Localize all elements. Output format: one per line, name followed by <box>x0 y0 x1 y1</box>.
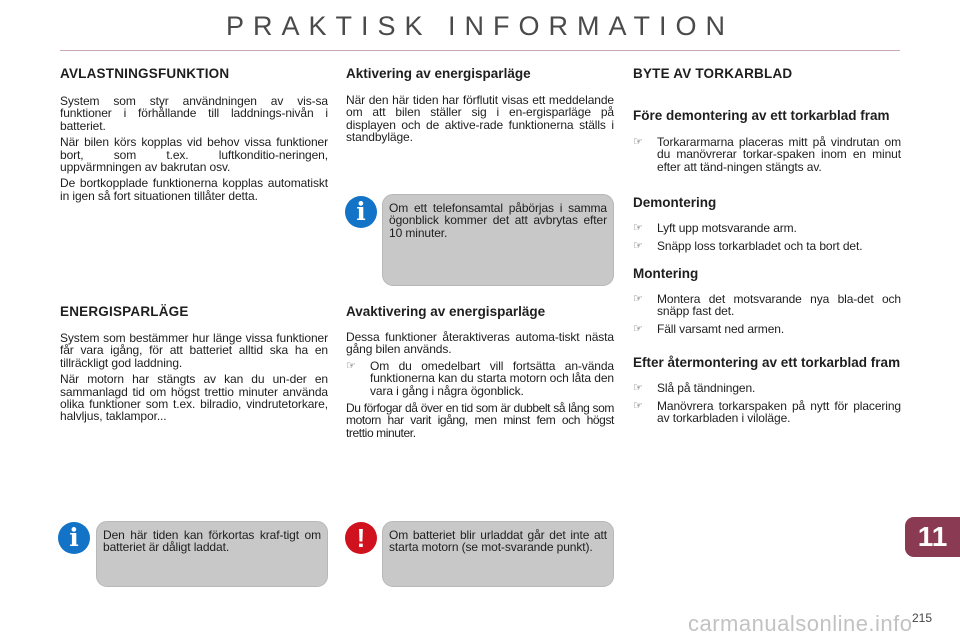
column-activation <box>346 66 614 148</box>
section-heading-avaktivering: Avaktivering av energisparläge <box>346 304 546 319</box>
list-item-text: Torkararmarna placeras mitt på vindrutan om du manövrerar torkar-spaken inom en minut efter att tänd-ningen stängts av. <box>657 135 901 174</box>
pointing-hand-icon: ☞ <box>633 382 643 395</box>
note-text: Om ett telefonsamtal påbörjas i samma ögonblick kommer det att avbrytas efter 10 minuter. <box>389 201 607 240</box>
pointing-hand-icon: ☞ <box>633 136 643 148</box>
warning-note-battery-discharged <box>382 521 614 587</box>
bullet-list <box>633 136 901 173</box>
column-deactivation <box>346 304 614 443</box>
list-item-text: Fäll varsamt ned armen. <box>657 321 785 336</box>
column-wiper-blades <box>633 66 901 429</box>
subheading-after-refitting: Efter återmontering av ett torkarblad fram <box>633 355 901 371</box>
bullet-list <box>346 360 614 397</box>
section-heading-avlastning: AVLASTNINGSFUNKTION <box>60 66 230 81</box>
info-icon: i <box>345 196 377 228</box>
list-item <box>633 382 901 394</box>
subheading-removal: Demontering <box>633 195 717 211</box>
paragraph: När den här tiden har förflutit visas ett meddelande om att bilen ställer sig i en-ergisparläge på displayen och de aktive-rade funktionerna ställs i standbyläge. <box>346 93 614 145</box>
list-item <box>633 323 901 335</box>
paragraph: När motorn har stängts av kan du un-der en sammanlagd tid om högst trettio minuter använda olika funktioner som t.ex. bilradio, vindrutetorkare, halvljus, taklampor... <box>60 372 328 424</box>
list-item <box>633 293 901 318</box>
page-number: 215 <box>912 611 933 625</box>
subheading-mounting: Montering <box>633 266 699 282</box>
pointing-hand-icon: ☞ <box>633 222 643 235</box>
bullet-list <box>633 293 901 335</box>
list-item <box>633 240 901 252</box>
list-item-text: Snäpp loss torkarbladet och ta bort det. <box>657 238 863 253</box>
bullet-list <box>633 382 901 424</box>
subheading-before-removal: Före demontering av ett torkarblad fram <box>633 108 890 123</box>
info-note-battery-time <box>96 521 328 587</box>
info-note-phone-call <box>382 194 614 286</box>
list-item <box>633 136 901 173</box>
list-item-text: Manövrera torkarspaken på nytt för placering av torkarbladen i viloläge. <box>657 398 901 426</box>
paragraph: System som styr användningen av vis-sa funktioner i förhållande till laddnings-nivån i batteriet. <box>60 94 328 133</box>
note-text: Om batteriet blir urladdat går det inte att starta motorn (se mot-svarande punkt). <box>389 528 607 555</box>
pointing-hand-icon: ☞ <box>633 293 643 306</box>
paragraph: När bilen körs kopplas vid behov vissa funktioner bort, som t.ex. luftkonditio-neringen, uppvärmningen av bakrutan osv. <box>60 135 328 175</box>
paragraph: Du förfogar då över en tid som är dubbelt så lång som motorn har varit igång, men minst fem och högst trettio minuter. <box>346 401 614 440</box>
note-text: Den här tiden kan förkortas kraf-tigt om batteriet är dåligt laddat. <box>103 528 321 555</box>
paragraph: Dessa funktioner återaktiveras automa-tiskt nästa gång bilen används. <box>346 330 614 357</box>
title-divider <box>60 50 900 51</box>
pointing-hand-icon: ☞ <box>346 359 356 372</box>
list-item-text: Lyft upp motsvarande arm. <box>657 221 797 236</box>
section-heading-torkarblad: BYTE AV TORKARBLAD <box>633 66 793 81</box>
list-item <box>633 222 901 234</box>
warning-icon: ! <box>345 522 377 554</box>
page-title: PRAKTISK INFORMATION <box>225 11 735 41</box>
column-load-shedding <box>60 66 328 206</box>
list-item-text: Om du omedelbart vill fortsätta an-vända funktionerna kan du starta motorn och låta den vara i gång i några ögonblick. <box>370 358 614 398</box>
list-item-text: Slå på tändningen. <box>657 381 756 396</box>
list-item <box>633 400 901 425</box>
pointing-hand-icon: ☞ <box>633 322 643 335</box>
section-heading-energisparlage: ENERGISPARLÄGE <box>60 304 189 319</box>
list-item <box>346 360 614 397</box>
paragraph: System som bestämmer hur länge vissa funktioner får vara igång, för att batteriet alltid ska ha en tillräckligt god laddning. <box>60 331 328 370</box>
list-item-text: Montera det motsvarande nya bla-det och snäpp fast det. <box>657 292 901 319</box>
paragraph: De bortkopplade funktionerna kopplas automatiskt in igen så fort situationen tillåter detta. <box>60 176 328 203</box>
section-heading-aktivering: Aktivering av energisparläge <box>346 66 531 81</box>
pointing-hand-icon: ☞ <box>633 399 643 412</box>
info-icon: i <box>58 522 90 554</box>
bullet-list <box>633 222 901 252</box>
pointing-hand-icon: ☞ <box>633 239 643 252</box>
chapter-tab: 11 <box>905 517 960 557</box>
column-energy-saving <box>60 304 328 427</box>
watermark: carmanualsonline.info <box>688 611 913 636</box>
